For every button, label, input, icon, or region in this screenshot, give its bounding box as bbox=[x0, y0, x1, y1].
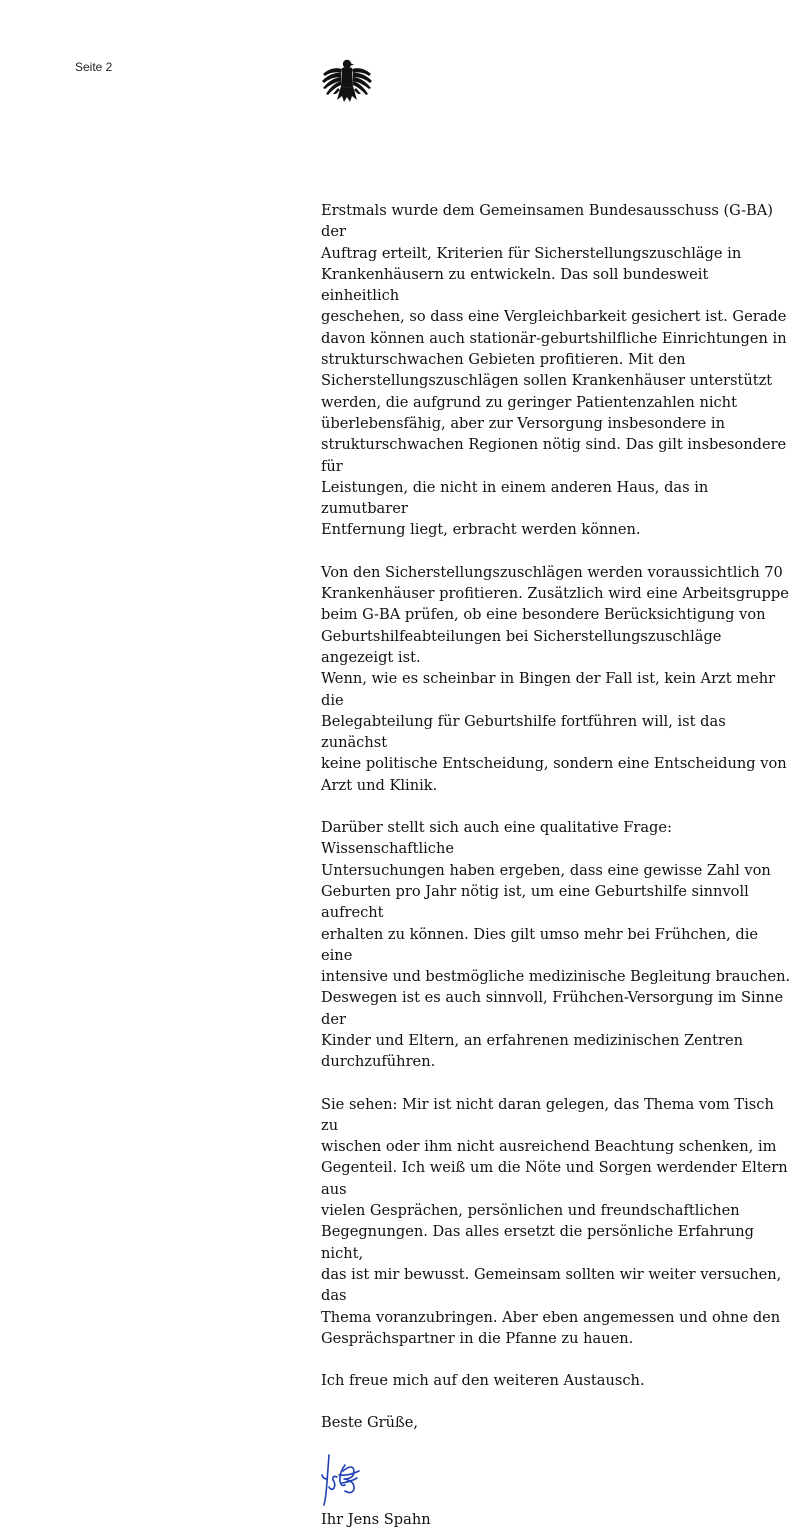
paragraph-4: Sie sehen: Mir ist nicht daran gelegen, das Thema vom Tisch zu wischen oder ihm nicht ausreichend Beachtung schenken, im Gegenteil. Ich weiß um die Nöte und Sorgen werdender Eltern aus vielen Gesprächen, persönlichen und freundschaftlichen Begegnungen. Das alles ersetzt die persönliche Erfahrung nicht, das ist mir bewusst. Gemeinsam sollten wir weiter versuchen, das Thema voranzubringen. Aber eben angemessen und ohne den Gesprächspartner in die Pfanne zu hauen. bbox=[321, 1095, 788, 1347]
paragraph-1: Erstmals wurde dem Gemeinsamen Bundesausschuss (G-BA) der Auftrag erteilt, Kriterien für Sicherstellungszuschläge in Krankenhäusern zu entwickeln. Das soll bundesweit einheitlich geschehen, so dass eine Vergleichbarkeit gesichert ist. Gerade davon können auch stationär-geburtshilfliche Einrichtungen in strukturschwachen Gebieten profitieren. Mit den Sicherstellungszuschlägen sollen Krankenhäuser unterstützt werden, die aufgrund zu geringer Patientenzahlen nicht überlebensfähig, aber zur Versorgung insbesondere in strukturschwachen Regionen nötig sind. Das gilt insbesondere für Leistungen, die nicht in einem anderen Haus, das in zumutbarer Entfernung liegt, erbracht werden können. bbox=[321, 202, 787, 539]
paragraph-5: Ich freue mich auf den weiteren Austausch. bbox=[321, 1372, 645, 1390]
paragraph-2: Von den Sicherstellungszuschlägen werden voraussichtlich 70 Krankenhäuser profitieren. Zusätzlich wird eine Arbeitsgruppe beim G-BA prüfen, ob eine besondere Berücksichtigung von Geburtshilfeabteilungen bei Sicherstellungszuschläge angezeigt ist. Wenn, wie es scheinbar in Bingen der Fall ist, kein Arzt mehr die Belegabteilung für Geburtshilfe fortführen will, ist das zunächst keine politische Entscheidung, sondern eine Entscheidung von Arzt und Klinik. bbox=[321, 563, 789, 794]
page-number: Seite 2 bbox=[75, 60, 113, 74]
handwritten-signature-icon bbox=[319, 1449, 379, 1509]
letter-body bbox=[321, 200, 791, 1530]
paragraph-3: Darüber stellt sich auch eine qualitative Frage: Wissenschaftliche Untersuchungen haben ergeben, dass eine gewisse Zahl von Geburten pro Jahr nötig ist, um eine Geburtshilfe sinnvoll aufrecht erhalten zu können. Dies gilt umso mehr bei Frühchen, die eine intensive und bestmögliche medizinische Begleitung brauchen. Deswegen ist es auch sinnvoll, Frühchen-Versorgung im Sinne der Kinder und Eltern, an erfahrenen medizinischen Zentren durchzuführen. bbox=[321, 819, 791, 1071]
signoff-name: Ihr Jens Spahn bbox=[321, 1510, 431, 1528]
closing-greeting: Beste Grüße, bbox=[321, 1414, 419, 1432]
federal-eagle-icon bbox=[320, 58, 374, 104]
